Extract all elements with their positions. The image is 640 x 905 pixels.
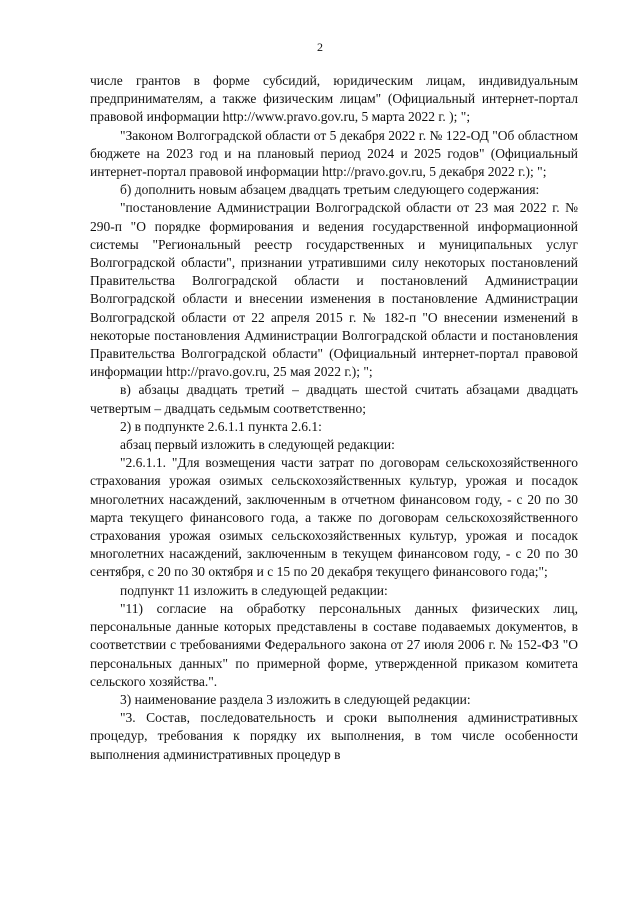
paragraph-1: числе грантов в форме субсидий, юридическим лицам, индивидуальным предпринимателям, а также физическим лицам" (Официальный интернет-портал правовой информации http://www.pravo.gov.ru, 5 марта 2022 г. ); "; (90, 73, 578, 125)
paragraph-3: б) дополнить новым абзацем двадцать третьим следующего содержания: (120, 182, 540, 198)
paragraph-7: абзац первый изложить в следующей редакции: (120, 437, 395, 453)
paragraph-2: "Законом Волгоградской области от 5 декабря 2022 г. № 122-ОД "Об областном бюджете на 2023 год и на плановый период 2024 и 2025 годов" (Официальный интернет-портал правовой информации http://pravo.gov.ru, 5 декабря 2022 г.); "; (90, 127, 578, 180)
document-body (90, 72, 578, 764)
paragraph-9: подпункт 11 изложить в следующей редакции: (120, 582, 388, 598)
paragraph-12: "3. Состав, последовательность и сроки выполнения административных процедур, требования к порядку их выполнения, в том числе особенности выполнения административных процедур в (90, 710, 578, 762)
paragraph-5: в) абзацы двадцать третий – двадцать шестой считать абзацами двадцать четвертым – двадцать седьмым соответственно; (90, 382, 578, 416)
paragraph-6: 2) в подпункте 2.6.1.1 пункта 2.6.1: (120, 418, 322, 434)
paragraph-4: "постановление Администрации Волгоградской области от 23 мая 2022 г. № 290-п "О порядке формирования и ведения государственной информационной системы "Региональный реестр государственных и муниципальных услуг Волгоградской области", признании утратившими силу некоторых постановлений Правительства Волгоградской области и постановлений Администрации Волгоградской области и внесении изменения в постановление Администрации Волгоградской области от 22 апреля 2015 г. № 182-п "О внесении изменений в некоторые постановления Администрации Волгоградской области и постановления Правительства Волгоградской области" (Официальный интернет-портал правовой информации http://pravo.gov.ru, 25 мая 2022 г.); "; (90, 200, 578, 380)
paragraph-8: "2.6.1.1. "Для возмещения части затрат по договорам сельскохозяйственного страхования урожая озимых сельскохозяйственных культур, урожая и посадок многолетних насаждений, заключенным в отчетном финансовом году, - с 20 по 30 марта текущего финансового года, а также по договорам сельскохозяйственного страхования урожая озимых сельскохозяйственных культур, урожая и посадок многолетних насаждений, заключенным в текущем финансовом году, - с 20 по 30 сентября, с 20 по 30 октября и с 15 по 20 декабря текущего финансового года;"; (90, 455, 578, 580)
page-number: 2 (317, 40, 323, 54)
paragraph-11: 3) наименование раздела 3 изложить в следующей редакции: (120, 691, 471, 707)
paragraph-10: "11) согласие на обработку персональных данных физических лиц, персональные данные которых представлены в составе подаваемых документов, в соответствии с требованиями Федерального закона от 27 июля 2006 г. № 152-ФЗ "О персональных данных" по примерной форме, утвержденной приказом комитета сельского хозяйства.". (90, 600, 578, 689)
